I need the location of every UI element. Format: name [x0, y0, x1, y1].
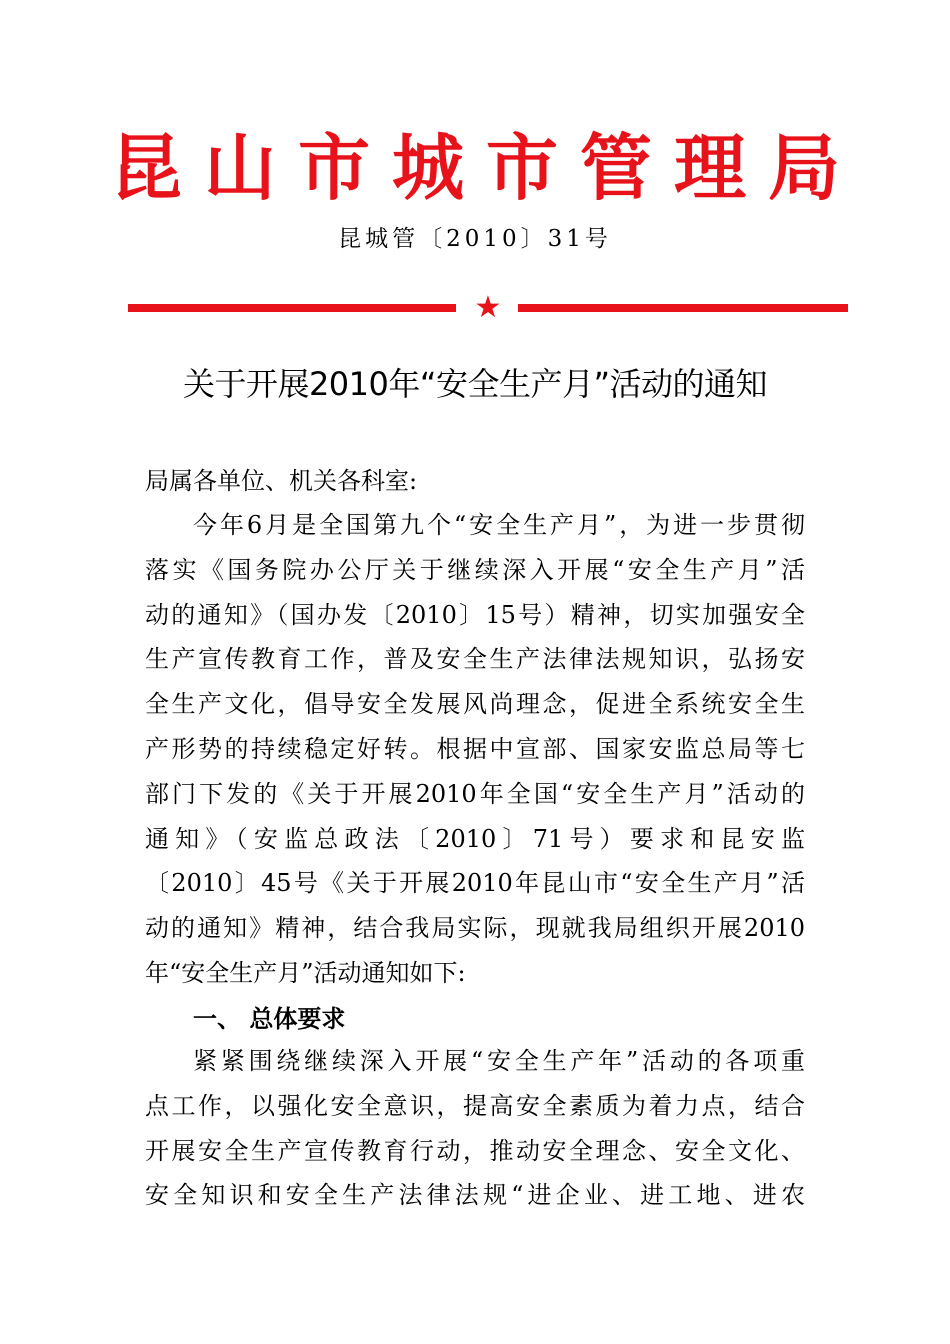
- text-line: 开展安全生产宣传教育行动，推动安全理念、安全文化、: [145, 1136, 805, 1165]
- text-line: 点工作，以强化安全意识，提高安全素质为着力点，结合: [145, 1091, 805, 1120]
- star-icon: ★: [474, 290, 502, 325]
- salutation: 局属各单位、机关各科室:: [145, 467, 418, 495]
- text-line: 部门下发的《关于开展2010年全国“安全生产月”活动的: [145, 779, 805, 808]
- text-line: 安全知识和安全生产法律法规“进企业、进工地、进农: [145, 1181, 805, 1210]
- text-line: 生产宣传教育工作，普及安全生产法律法规知识，弘扬安: [145, 645, 805, 674]
- paragraph-general-requirements: [145, 1039, 805, 1218]
- text-line: 紧紧围绕继续深入开展“安全生产年”活动的各项重: [193, 1047, 805, 1075]
- document-number: 昆城管〔2010〕31号: [338, 226, 612, 252]
- section-heading-general-requirements: [145, 997, 805, 1041]
- paragraph-intro: [145, 503, 805, 996]
- text-line: 今年6月是全国第九个“安全生产月”，为进一步贯彻: [193, 511, 805, 539]
- text-line: 通知》（安监总政法〔2010〕71号）要求和昆安监: [145, 824, 805, 853]
- section-heading-text: 一、 总体要求: [193, 1005, 346, 1033]
- text-line: 全生产文化，倡导安全发展风尚理念，促进全系统安全生: [145, 690, 805, 719]
- text-line: 产形势的持续稳定好转。根据中宣部、国家安监总局等七: [145, 734, 805, 763]
- issuer-name: 昆山市城市管理局: [109, 126, 862, 210]
- red-rule-left: [128, 304, 456, 312]
- text-line: 年“安全生产月”活动通知如下:: [145, 958, 466, 987]
- document-title: 关于开展2010年“安全生产月”活动的通知: [182, 365, 768, 403]
- red-rule-right: [518, 304, 848, 312]
- text-line: 动的通知》精神，结合我局实际，现就我局组织开展2010: [145, 914, 805, 943]
- text-line: 〔2010〕45号《关于开展2010年昆山市“安全生产月”活: [145, 869, 805, 898]
- text-line: 落实《国务院办公厅关于继续深入开展“安全生产月”活: [145, 555, 805, 584]
- text-line: 动的通知》（国办发〔2010〕15号）精神，切实加强安全: [145, 600, 805, 629]
